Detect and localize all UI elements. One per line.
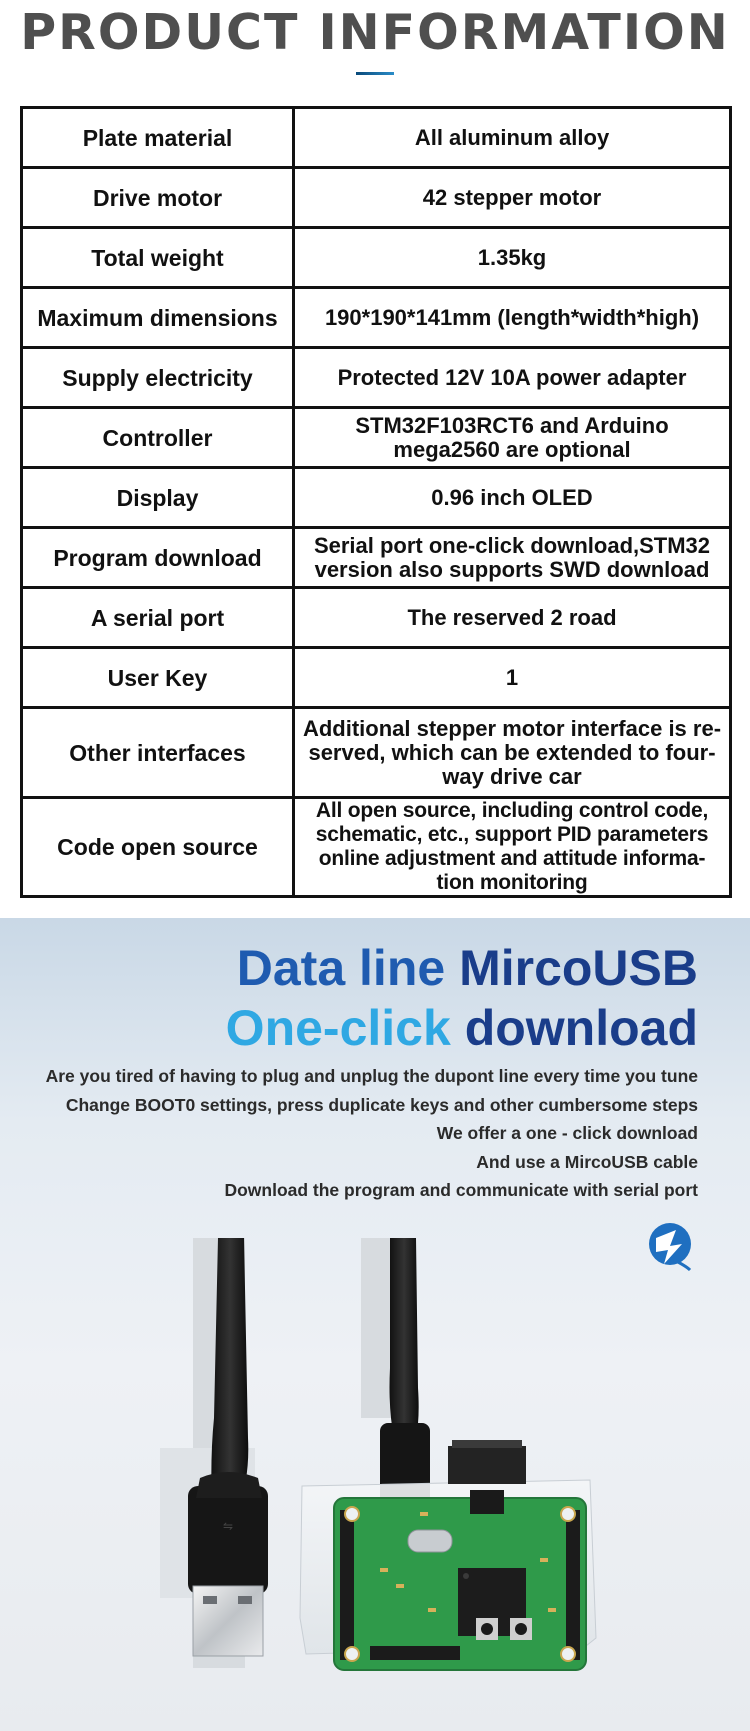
spec-row <box>22 108 731 168</box>
description-line: Change BOOT0 settings, press duplicate keys and other cumbersome steps <box>65 1094 698 1115</box>
spec-row <box>22 648 731 708</box>
spec-row <box>22 708 731 798</box>
spec-label: Maximum dimensions <box>22 288 294 348</box>
spec-table <box>20 106 732 898</box>
description-line: Download the program and communicate with serial port <box>224 1180 698 1200</box>
usb-a-plug-body <box>196 1472 262 1498</box>
description-line: Are you tired of having to plug and unplug the dupont line every time you tune <box>45 1066 698 1086</box>
spec-value: 42 stepper motor <box>294 168 731 228</box>
spec-value: All aluminum alloy <box>294 108 731 168</box>
usb-icon: ⇋ <box>222 1519 234 1533</box>
regulator <box>470 1490 504 1514</box>
headline-one-click: One-click <box>225 1000 451 1056</box>
connector-block <box>448 1446 526 1484</box>
spec-row <box>22 588 731 648</box>
spec-label: Program download <box>22 528 294 588</box>
connector-top <box>452 1440 522 1448</box>
spec-value: Protected 12V 10A power adapter <box>294 348 731 408</box>
spec-value: 0.96 inch OLED <box>294 468 731 528</box>
spec-row <box>22 168 731 228</box>
spec-value: 1.35kg <box>294 228 731 288</box>
title-underline <box>356 72 394 75</box>
headline-line2 <box>226 1000 698 1056</box>
spec-row <box>22 468 731 528</box>
spec-value: All open source, including control code, schematic, etc., support PID parameters online adjustment and attitude informa-tion monitoring <box>294 798 731 897</box>
spec-label: User Key <box>22 648 294 708</box>
spec-value: The reserved 2 road <box>294 588 731 648</box>
spec-label: Plate material <box>22 108 294 168</box>
section-title: PRODUCT INFORMATION <box>20 4 730 61</box>
spec-label: Controller <box>22 408 294 468</box>
usb-download-section <box>0 918 750 1731</box>
spec-label: A serial port <box>22 588 294 648</box>
spec-label: Other interfaces <box>22 708 294 798</box>
spec-row <box>22 348 731 408</box>
headline-data-line: Data line <box>236 940 446 996</box>
headline-line1 <box>237 940 698 996</box>
button-cap <box>481 1623 493 1635</box>
crystal <box>408 1530 452 1552</box>
description-block <box>46 1062 698 1205</box>
spec-label: Code open source <box>22 798 294 897</box>
spec-label: Total weight <box>22 228 294 288</box>
usb-a-slot <box>203 1596 217 1604</box>
spec-label: Display <box>22 468 294 528</box>
spec-row <box>22 288 731 348</box>
spec-value: 1 <box>294 648 731 708</box>
spec-value: Serial port one-click download,STM32 version also supports SWD download <box>294 528 731 588</box>
spec-row <box>22 528 731 588</box>
description-line: We offer a one - click download <box>436 1123 698 1143</box>
spec-row <box>22 798 731 897</box>
headline-mircousb: MircoUSB <box>459 940 698 996</box>
spec-label: Drive motor <box>22 168 294 228</box>
brand-logo-icon <box>646 1220 696 1272</box>
spec-value: 190*190*141mm (length*width*high) <box>294 288 731 348</box>
usb-a-plug-body <box>188 1486 268 1594</box>
spec-row <box>22 408 731 468</box>
spec-row <box>22 228 731 288</box>
mcu-dot <box>463 1573 469 1579</box>
usb-cable-right <box>390 1238 419 1438</box>
usb-a-slot <box>238 1596 252 1604</box>
spec-label: Supply electricity <box>22 348 294 408</box>
description-line: And use a MircoUSB cable <box>476 1151 698 1172</box>
spec-value: STM32F103RCT6 and Arduino mega2560 are optional <box>294 408 731 468</box>
spec-value: Additional stepper motor interface is re-served, which can be extended to four-way drive car <box>294 708 731 798</box>
button-cap <box>515 1623 527 1635</box>
headline-download: download <box>464 1000 698 1056</box>
